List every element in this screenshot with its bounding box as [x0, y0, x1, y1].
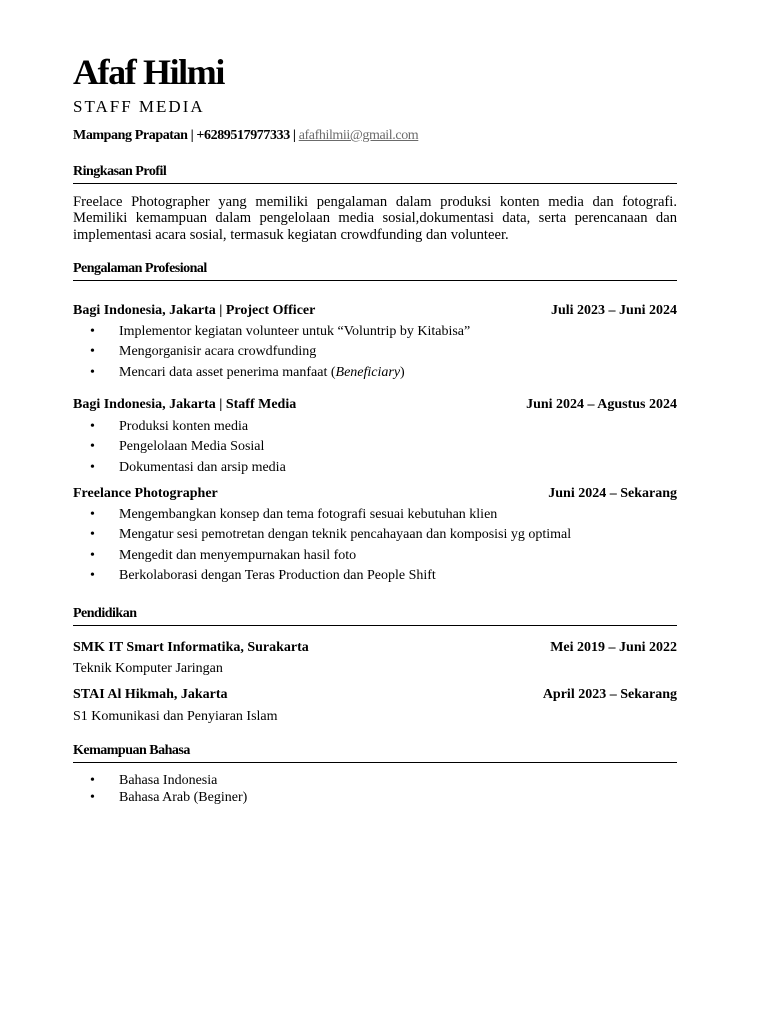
list-item	[73, 364, 470, 384]
section-title-education: Pendidikan	[73, 605, 677, 626]
job-org: Freelance Photographer	[73, 486, 218, 501]
list-item: • Bahasa Arab (Beginer)	[73, 789, 247, 806]
contact-line	[73, 127, 418, 145]
school-header	[73, 639, 677, 657]
job-duties	[73, 418, 286, 479]
school-name: SMK IT Smart Informatika, Surakarta	[73, 640, 309, 655]
school-period: April 2023 – Sekarang	[542, 687, 677, 702]
job-period: Juni 2024 – Agustus 2024	[526, 397, 677, 412]
list-item: • Produksi konten media	[73, 418, 286, 438]
school-program: S1 Komunikasi dan Penyiaran Islam	[73, 709, 278, 724]
job-duties	[73, 323, 470, 384]
section-title-languages: Kemampuan Bahasa	[73, 742, 677, 763]
job-org: Bagi Indonesia, Jakarta | Staff Media	[73, 397, 297, 412]
list-item: • Dokumentasi dan arsip media	[73, 459, 286, 479]
candidate-role: STAFF MEDIA	[73, 97, 205, 116]
school-header	[73, 686, 677, 704]
list-item-text: Mencari data asset penerima manfaat (	[119, 364, 336, 380]
school-program: Teknik Komputer Jaringan	[73, 661, 223, 676]
job-header	[73, 485, 677, 503]
contact-text: Mampang Prapatan | +6289517977333 |	[73, 128, 299, 143]
job-duties	[73, 506, 571, 588]
list-item: • Mengorganisir acara crowdfunding	[73, 343, 470, 363]
job-period: Juni 2024 – Sekarang	[548, 486, 677, 501]
list-item-tail: )	[400, 364, 405, 380]
job-period: Juli 2023 – Juni 2024	[550, 303, 677, 318]
list-item-italic: Beneficiary	[335, 364, 401, 380]
job-header	[73, 302, 677, 320]
section-title-experience: Pengalaman Profesional	[73, 260, 677, 281]
section-title-summary: Ringkasan Profil	[73, 163, 677, 184]
candidate-name: Afaf Hilmi	[73, 52, 224, 92]
job-org: Bagi Indonesia, Jakarta | Project Officer	[73, 303, 316, 318]
email-link[interactable]: afafhilmii@gmail.com	[298, 128, 419, 143]
list-item: • Pengelolaan Media Sosial	[73, 438, 286, 458]
list-item: • Berkolaborasi dengan Teras Production dan People Shift	[73, 567, 571, 587]
school-period: Mei 2019 – Juni 2022	[550, 640, 677, 655]
list-item: • Mengatur sesi pemotretan dengan teknik pencahayaan dan komposisi yg optimal	[73, 526, 571, 546]
summary-text: Freelace Photographer yang memiliki pengalaman dalam produksi konten media dan fotografi. Memiliki kemampuan dalam pengelolaan media sosial,dokumentasi data, serta perencanaan dan implementasi acara sosial, termasuk kegiatan crowdfunding dan volunteer.	[73, 194, 677, 243]
job-header	[73, 396, 677, 414]
language-list	[73, 772, 247, 805]
list-item: • Mengembangkan konsep dan tema fotografi sesuai kebutuhan klien	[73, 506, 571, 526]
list-item: • Bahasa Indonesia	[73, 772, 247, 789]
list-item: • Implementor kegiatan volunteer untuk “Voluntrip by Kitabisa”	[73, 323, 470, 343]
list-item: • Mengedit dan menyempurnakan hasil foto	[73, 547, 571, 567]
school-name: STAI Al Hikmah, Jakarta	[73, 687, 228, 702]
